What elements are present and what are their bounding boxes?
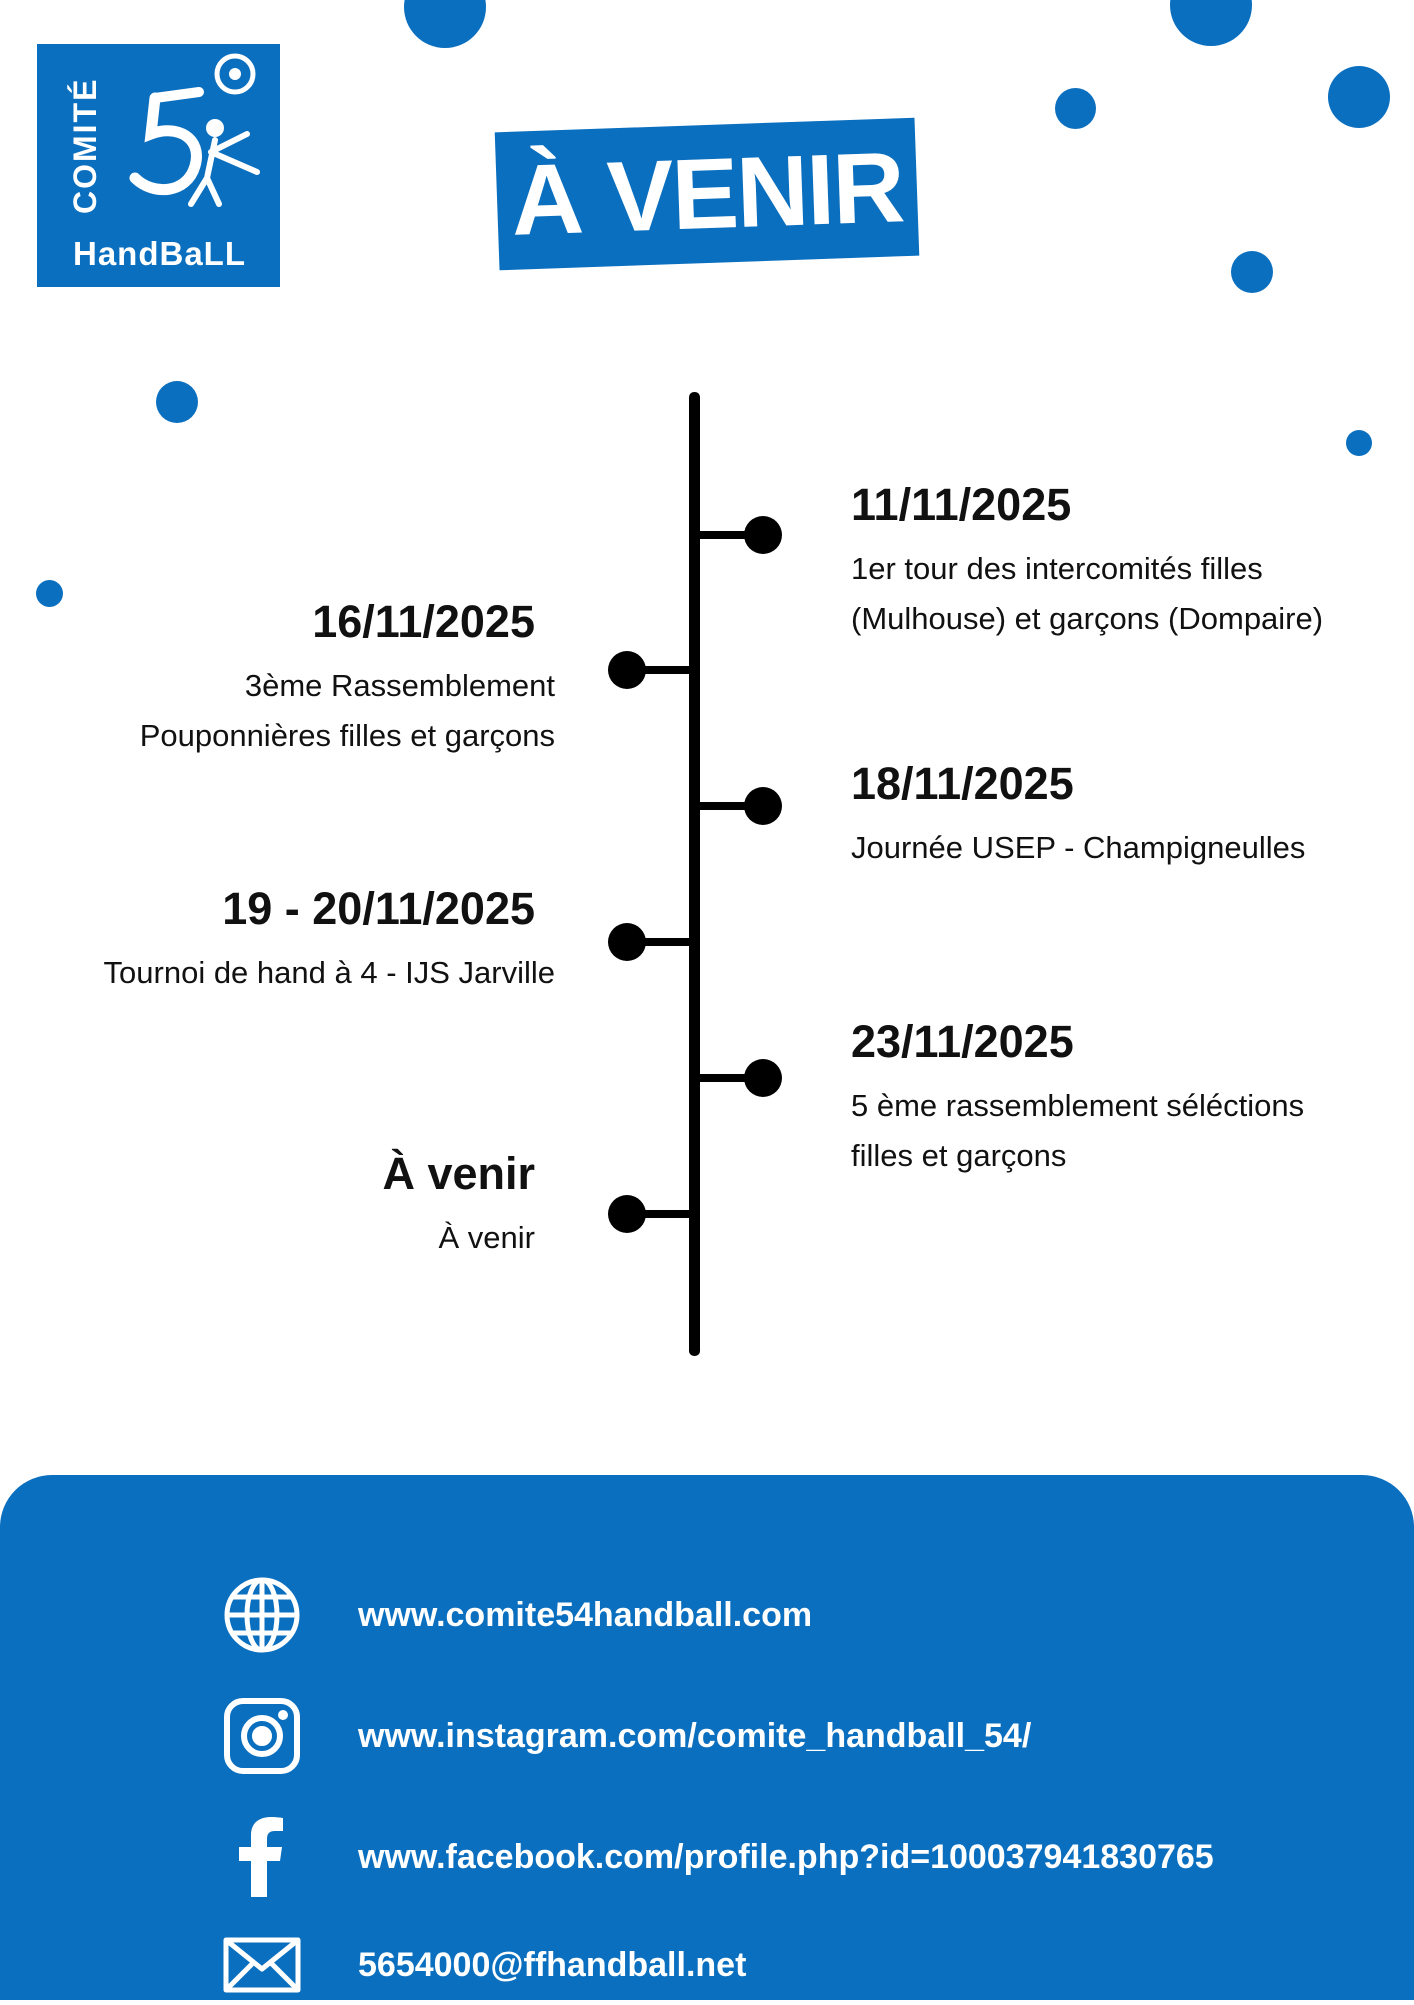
decor-dot xyxy=(1231,251,1273,293)
decor-dot xyxy=(1346,430,1372,456)
event-date: 18/11/2025 xyxy=(851,758,1074,809)
timeline-node xyxy=(608,1195,646,1233)
contact-instagram[interactable] xyxy=(222,1696,1372,1776)
event-date: 19 - 20/11/2025 xyxy=(222,883,535,934)
timeline-node xyxy=(744,1059,782,1097)
logo-handball-text: HandBaLL xyxy=(73,235,246,272)
decor-dot xyxy=(1170,0,1252,46)
timeline-node xyxy=(744,787,782,825)
event-description: Journée USEP - Champigneulles xyxy=(851,829,1306,865)
title-banner xyxy=(495,118,920,271)
facebook-icon xyxy=(222,1817,302,1897)
event-date: 11/11/2025 xyxy=(851,479,1072,530)
handball-player-icon xyxy=(107,48,277,208)
timeline-event xyxy=(20,597,555,761)
timeline-node xyxy=(608,651,646,689)
timeline-node xyxy=(608,923,646,961)
contact-email[interactable] xyxy=(222,1925,1372,2005)
timeline-event xyxy=(20,1149,535,1263)
contact-facebook[interactable] xyxy=(222,1817,1372,1897)
event-date: 23/11/2025 xyxy=(851,1016,1074,1067)
event-description: À venir xyxy=(438,1219,535,1255)
website-link[interactable]: www.comite54handball.com xyxy=(358,1595,813,1634)
instagram-icon xyxy=(222,1696,302,1776)
timeline-node xyxy=(744,516,782,554)
timeline-event xyxy=(851,480,1391,644)
email-link[interactable]: 5654000@ffhandball.net xyxy=(358,1945,747,1984)
event-date: À venir xyxy=(382,1148,535,1199)
globe-icon xyxy=(222,1575,302,1655)
event-description: 1er tour des intercomités filles (Mulhouse) et garçons (Dompaire) xyxy=(851,550,1324,636)
logo-comite-text: COMITÉ xyxy=(67,77,103,214)
decor-dot xyxy=(404,0,486,48)
contact-website[interactable] xyxy=(222,1575,1372,1655)
page-title: À VENIR xyxy=(509,131,905,257)
event-description: Tournoi de hand à 4 - IJS Jarville xyxy=(103,954,555,990)
facebook-link[interactable]: www.facebook.com/profile.php?id=100037941830765 xyxy=(358,1837,1214,1876)
timeline-event xyxy=(20,884,555,998)
instagram-link[interactable]: www.instagram.com/comite_handball_54/ xyxy=(358,1716,1032,1755)
mail-icon xyxy=(222,1925,302,2005)
decor-dot xyxy=(1328,66,1390,128)
event-description: 5 ème rassemblement séléctions filles et garçons xyxy=(851,1087,1305,1173)
comite-handball-logo xyxy=(37,44,280,287)
decor-dot xyxy=(156,381,198,423)
timeline-event xyxy=(851,759,1391,873)
event-description: 3ème Rassemblement Pouponnières filles et garçons xyxy=(139,667,555,753)
event-date: 16/11/2025 xyxy=(312,596,535,647)
timeline-event xyxy=(851,1017,1391,1181)
decor-dot xyxy=(1055,88,1096,129)
contact-footer xyxy=(0,1475,1414,2000)
